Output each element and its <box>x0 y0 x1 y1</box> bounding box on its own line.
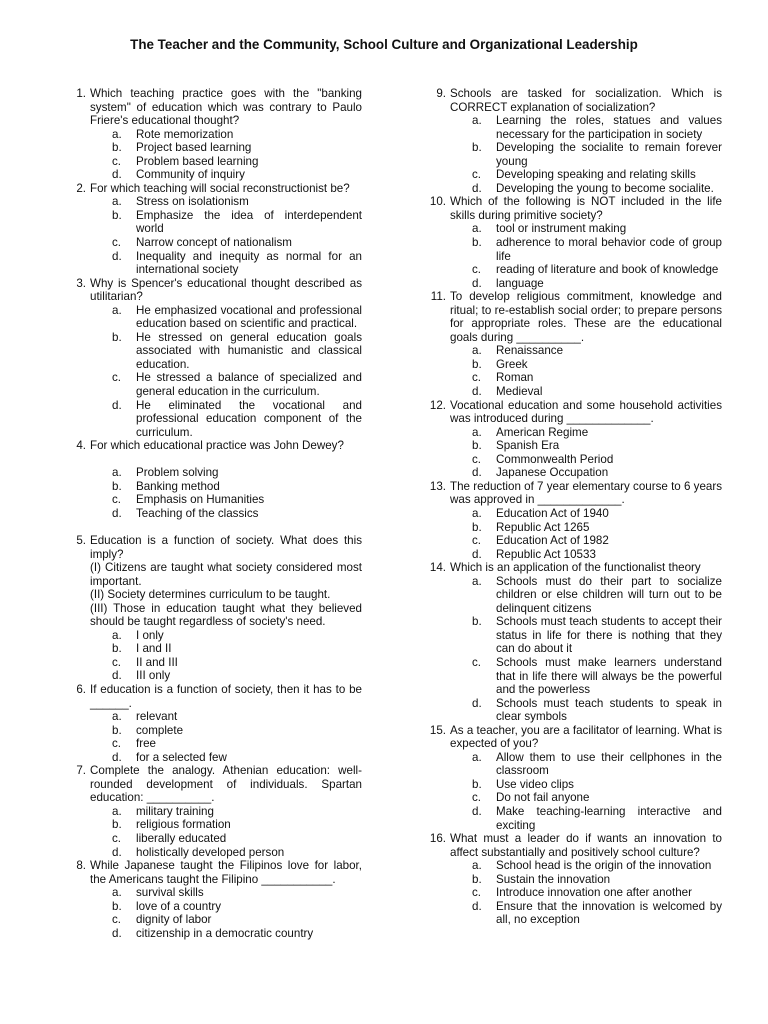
option-text: Roman <box>496 371 534 385</box>
option-letter: d. <box>112 249 122 263</box>
question-1 <box>66 87 362 182</box>
question-statement: (III) Those in education taught what they believed should be taught regardless of society's need. <box>90 601 362 629</box>
answer-option <box>66 900 362 914</box>
option-text: Medieval <box>496 385 543 399</box>
question-number: 3. <box>76 276 86 290</box>
question-5 <box>66 534 362 683</box>
option-letter: a. <box>112 886 122 900</box>
option-text: I only <box>136 628 164 642</box>
option-letter: a. <box>472 425 482 439</box>
option-text: Renaissance <box>496 344 564 358</box>
answer-option <box>426 805 722 832</box>
option-text: He eliminated the vocational and professional education component of the curriculum. <box>136 398 362 439</box>
answer-option <box>66 656 362 670</box>
option-letter: c. <box>112 371 122 385</box>
answer-option <box>426 385 722 399</box>
option-letter: b. <box>112 141 122 155</box>
answer-option <box>426 439 722 453</box>
option-text: Schools must make learners understand that in life there will always be the powerful and the powerless <box>496 655 722 697</box>
option-text: Banking method <box>136 479 220 493</box>
answer-option <box>66 886 362 900</box>
answer-option <box>66 128 362 142</box>
option-letter: a. <box>112 127 122 141</box>
answer-option <box>426 521 722 535</box>
option-text: Ensure that the innovation is welcomed by all, no exception <box>496 899 722 927</box>
option-text: Rote memorization <box>136 127 234 141</box>
option-text: III only <box>136 669 171 683</box>
answer-option <box>66 669 362 683</box>
question-stem: For which educational practice was John Dewey? <box>90 439 344 453</box>
answer-option <box>66 155 362 169</box>
option-letter: c. <box>472 452 482 466</box>
answer-option <box>66 818 362 832</box>
question-number: 6. <box>76 682 86 696</box>
answer-option <box>426 751 722 778</box>
option-letter: d. <box>112 398 122 412</box>
option-text: complete <box>136 723 184 737</box>
option-text: tool or instrument making <box>496 222 627 236</box>
option-text: Teaching of the classics <box>136 506 259 520</box>
option-text: Republic Act 10533 <box>496 547 596 561</box>
option-text: relevant <box>136 710 178 724</box>
option-letter: c. <box>112 493 122 507</box>
option-letter: a. <box>112 466 122 480</box>
question-stem: While Japanese taught the Filipinos love for labor, the Americans taught the Filipino ___________. <box>90 859 362 886</box>
question-stem: What must a leader do if wants an innovation to affect substantially and positively school culture? <box>450 832 722 859</box>
option-text: Developing speaking and relating skills <box>496 168 696 182</box>
answer-option <box>66 141 362 155</box>
answer-option <box>426 358 722 372</box>
question-6 <box>66 683 362 764</box>
option-letter: a. <box>112 303 122 317</box>
option-text: Greek <box>496 357 528 371</box>
option-letter: c. <box>472 791 482 805</box>
question-10 <box>426 195 722 290</box>
option-text: He emphasized vocational and professional education based on scientific and practical. <box>136 303 362 331</box>
option-letter: b. <box>112 723 122 737</box>
answer-option <box>426 371 722 385</box>
option-text: liberally educated <box>136 831 227 845</box>
question-number: 1. <box>76 87 86 100</box>
option-text: Japanese Occupation <box>496 466 609 480</box>
option-text: Introduce innovation one after another <box>496 886 692 900</box>
option-text: He stressed on general education goals associated with humanistic and classical education. <box>136 330 362 371</box>
option-text: military training <box>136 804 214 818</box>
question-number: 15. <box>429 723 446 737</box>
option-letter: d. <box>472 466 482 480</box>
option-letter: d. <box>472 385 482 399</box>
answer-option <box>426 222 722 236</box>
question-8 <box>66 859 362 940</box>
option-text: survival skills <box>136 886 204 900</box>
option-letter: c. <box>112 655 122 669</box>
answer-option <box>426 873 722 887</box>
question-3 <box>66 277 362 440</box>
option-text: Stress on isolationism <box>136 195 249 209</box>
answer-option <box>426 615 722 656</box>
question-stem: Why is Spencer's educational thought described as utilitarian? <box>90 276 362 304</box>
option-text: for a selected few <box>136 750 227 764</box>
question-stem: To develop religious commitment, knowledge and ritual; to re-establish social order; to prepare persons for appropriate roles. These are the educational goals during __________. <box>450 290 722 344</box>
question-12 <box>426 399 722 480</box>
option-letter: a. <box>472 750 482 764</box>
option-text: Do not fail anyone <box>496 791 590 805</box>
option-letter: b. <box>112 899 122 913</box>
answer-option <box>66 168 362 182</box>
option-text: reading of literature and book of knowledge <box>496 263 719 277</box>
answer-option <box>426 859 722 873</box>
answer-option <box>426 900 722 927</box>
option-letter: d. <box>472 276 482 290</box>
option-letter: b. <box>112 642 122 656</box>
answer-option <box>66 209 362 236</box>
question-statement: (I) Citizens are taught what society considered most important. <box>90 561 362 588</box>
question-number: 16. <box>429 832 446 846</box>
question-stem: Complete the analogy. Athenian education: well-rounded development of individuals. Spartan education: __________. <box>90 764 362 805</box>
left-column <box>66 87 362 940</box>
question-11 <box>426 290 722 398</box>
option-letter: b. <box>472 615 482 629</box>
answer-option <box>426 141 722 168</box>
answer-option <box>66 250 362 277</box>
question-4 <box>66 439 362 520</box>
answer-option <box>66 629 362 643</box>
right-column <box>426 87 722 927</box>
option-letter: a. <box>112 710 122 724</box>
option-letter: d. <box>472 804 482 818</box>
option-letter: a. <box>472 574 482 588</box>
option-letter: c. <box>472 534 482 548</box>
option-text: Schools must teach students to speak in clear symbols <box>496 696 722 724</box>
answer-option <box>66 724 362 738</box>
option-text: Use video clips <box>496 777 574 791</box>
option-letter: b. <box>112 330 122 344</box>
question-number: 9. <box>436 87 446 100</box>
option-letter: c. <box>112 737 122 751</box>
option-letter: c. <box>472 263 482 277</box>
option-letter: c. <box>472 886 482 900</box>
option-text: citizenship in a democratic country <box>136 926 314 940</box>
question-number: 13. <box>429 479 446 493</box>
option-letter: a. <box>112 628 122 642</box>
question-stem: For which teaching will social reconstructionist be? <box>90 181 350 195</box>
option-letter: a. <box>472 506 482 520</box>
answer-option <box>426 114 722 141</box>
question-stem: Which teaching practice goes with the "banking system" of education which was contrary to Paulo Friere's educational thought? <box>90 87 362 128</box>
option-text: Education Act of 1982 <box>496 534 609 548</box>
question-number: 2. <box>76 181 86 195</box>
question-number: 8. <box>76 859 86 873</box>
answer-option <box>66 710 362 724</box>
option-letter: a. <box>472 859 482 873</box>
question-number: 7. <box>76 764 86 778</box>
answer-option <box>426 507 722 521</box>
answer-option <box>66 371 362 398</box>
answer-option <box>66 846 362 860</box>
question-2 <box>66 182 362 277</box>
option-letter: a. <box>472 114 482 128</box>
option-text: Emphasize the idea of interdependent world <box>136 208 362 236</box>
option-text: Republic Act 1265 <box>496 520 590 534</box>
option-letter: b. <box>472 439 482 453</box>
option-letter: c. <box>472 168 482 182</box>
option-text: American Regime <box>496 425 589 439</box>
question-stem: Schools are tasked for socialization. Which is CORRECT explanation of socialization? <box>450 87 722 114</box>
question-14 <box>426 561 722 724</box>
question-stem: Which is an application of the functionalist theory <box>450 561 701 575</box>
question-stem: Which of the following is NOT included in the life skills during primitive society? <box>450 195 722 222</box>
option-letter: d. <box>472 547 482 561</box>
answer-option <box>426 168 722 182</box>
option-text: Education Act of 1940 <box>496 506 609 520</box>
answer-option <box>426 778 722 792</box>
answer-option <box>426 344 722 358</box>
option-letter: d. <box>472 181 482 195</box>
option-text: free <box>136 737 156 751</box>
question-stem: If education is a function of society, then it has to be ______. <box>90 682 362 710</box>
option-text: School head is the origin of the innovation <box>496 859 712 873</box>
option-text: Schools must teach students to accept their status in life for there is nothing that they can do about it <box>496 615 722 656</box>
option-text: Make teaching-learning interactive and exciting <box>496 804 722 832</box>
question-number: 4. <box>76 439 86 453</box>
option-letter: b. <box>472 357 482 371</box>
option-text: I and II <box>136 642 172 656</box>
option-letter: d. <box>112 845 122 859</box>
option-text: adherence to moral behavior code of group life <box>496 236 722 263</box>
question-9 <box>426 87 722 195</box>
option-text: Sustain the innovation <box>496 872 611 886</box>
answer-option <box>426 466 722 480</box>
option-letter: a. <box>472 344 482 358</box>
option-letter: d. <box>112 926 122 940</box>
option-letter: c. <box>112 913 122 927</box>
option-letter: d. <box>112 168 122 182</box>
answer-option <box>66 507 362 521</box>
option-letter: d. <box>112 750 122 764</box>
question-stem: Education is a function of society. What does this imply? <box>90 533 362 561</box>
option-text: II and III <box>136 655 178 669</box>
option-text: Developing the socialite to remain forever young <box>496 141 722 168</box>
option-text: Narrow concept of nationalism <box>136 236 292 250</box>
answer-option <box>426 886 722 900</box>
question-16 <box>426 832 722 927</box>
option-letter: b. <box>472 872 482 886</box>
answer-option <box>426 453 722 467</box>
option-text: He stressed a balance of specialized and general education in the curriculum. <box>136 371 362 399</box>
question-number: 12. <box>429 398 446 412</box>
option-text: Problem solving <box>136 466 219 480</box>
question-stem: The reduction of 7 year elementary course to 6 years was approved in _____________. <box>450 479 722 507</box>
answer-option <box>66 751 362 765</box>
page-title: The Teacher and the Community, School Culture and Organizational Leadership <box>130 37 638 52</box>
option-letter: b. <box>112 818 122 832</box>
option-text: Community of inquiry <box>136 168 245 182</box>
option-text: Project based learning <box>136 141 252 155</box>
answer-option <box>426 534 722 548</box>
answer-option <box>66 927 362 941</box>
option-letter: b. <box>472 520 482 534</box>
option-text: Problem based learning <box>136 154 259 168</box>
answer-option <box>66 399 362 440</box>
answer-option <box>66 493 362 507</box>
option-letter: c. <box>472 371 482 385</box>
answer-option <box>426 575 722 616</box>
question-13 <box>426 480 722 561</box>
option-letter: c. <box>112 154 122 168</box>
question-stem: As a teacher, you are a facilitator of learning. What is expected of you? <box>450 723 722 751</box>
option-text: Inequality and inequity as normal for an international society <box>136 249 362 277</box>
answer-option <box>426 656 722 697</box>
option-letter: c. <box>112 831 122 845</box>
answer-option <box>66 480 362 494</box>
question-number: 11. <box>430 290 446 304</box>
option-letter: b. <box>112 479 122 493</box>
option-letter: c. <box>112 236 122 250</box>
question-number: 14. <box>429 561 446 575</box>
answer-option <box>66 832 362 846</box>
option-letter: b. <box>472 141 482 155</box>
answer-option <box>426 277 722 291</box>
option-text: love of a country <box>136 899 222 913</box>
answer-option <box>66 466 362 480</box>
answer-option <box>426 791 722 805</box>
option-text: Developing the young to become socialite. <box>496 181 714 195</box>
option-letter: d. <box>112 506 122 520</box>
option-text: Allow them to use their cellphones in the classroom <box>496 750 722 778</box>
option-letter: b. <box>472 236 482 250</box>
option-text: religious formation <box>136 818 231 832</box>
option-letter: a. <box>472 222 482 236</box>
answer-option <box>426 263 722 277</box>
option-letter: c. <box>472 655 482 669</box>
question-15 <box>426 724 722 832</box>
answer-option <box>426 426 722 440</box>
option-letter: b. <box>112 208 122 222</box>
answer-option <box>66 737 362 751</box>
option-text: Spanish Era <box>496 439 560 453</box>
option-text: Learning the roles, statues and values necessary for the participation in society <box>496 114 722 141</box>
question-statement: (II) Society determines curriculum to be taught. <box>90 588 331 602</box>
option-letter: a. <box>112 195 122 209</box>
question-number: 5. <box>76 533 86 547</box>
answer-option <box>426 548 722 562</box>
answer-option <box>66 331 362 372</box>
answer-option <box>66 805 362 819</box>
question-number: 10. <box>429 195 446 209</box>
answer-option <box>66 642 362 656</box>
option-letter: d. <box>112 669 122 683</box>
answer-option <box>426 182 722 196</box>
option-letter: a. <box>112 804 122 818</box>
answer-option <box>426 697 722 724</box>
option-text: holistically developed person <box>136 845 285 859</box>
option-text: language <box>496 276 544 290</box>
answer-option <box>66 195 362 209</box>
answer-option <box>66 913 362 927</box>
option-text: Commonwealth Period <box>496 452 614 466</box>
option-letter: d. <box>472 696 482 710</box>
option-letter: d. <box>472 899 482 913</box>
question-7 <box>66 764 362 859</box>
question-stem: Vocational education and some household activities was introduced during _____________. <box>450 398 722 426</box>
answer-option <box>426 236 722 263</box>
answer-option <box>66 304 362 331</box>
option-text: Schools must do their part to socialize children or else children will turn out to be delinquent citizens <box>496 574 722 615</box>
option-text: dignity of labor <box>136 913 212 927</box>
option-letter: b. <box>472 777 482 791</box>
option-text: Emphasis on Humanities <box>136 493 265 507</box>
answer-option <box>66 236 362 250</box>
